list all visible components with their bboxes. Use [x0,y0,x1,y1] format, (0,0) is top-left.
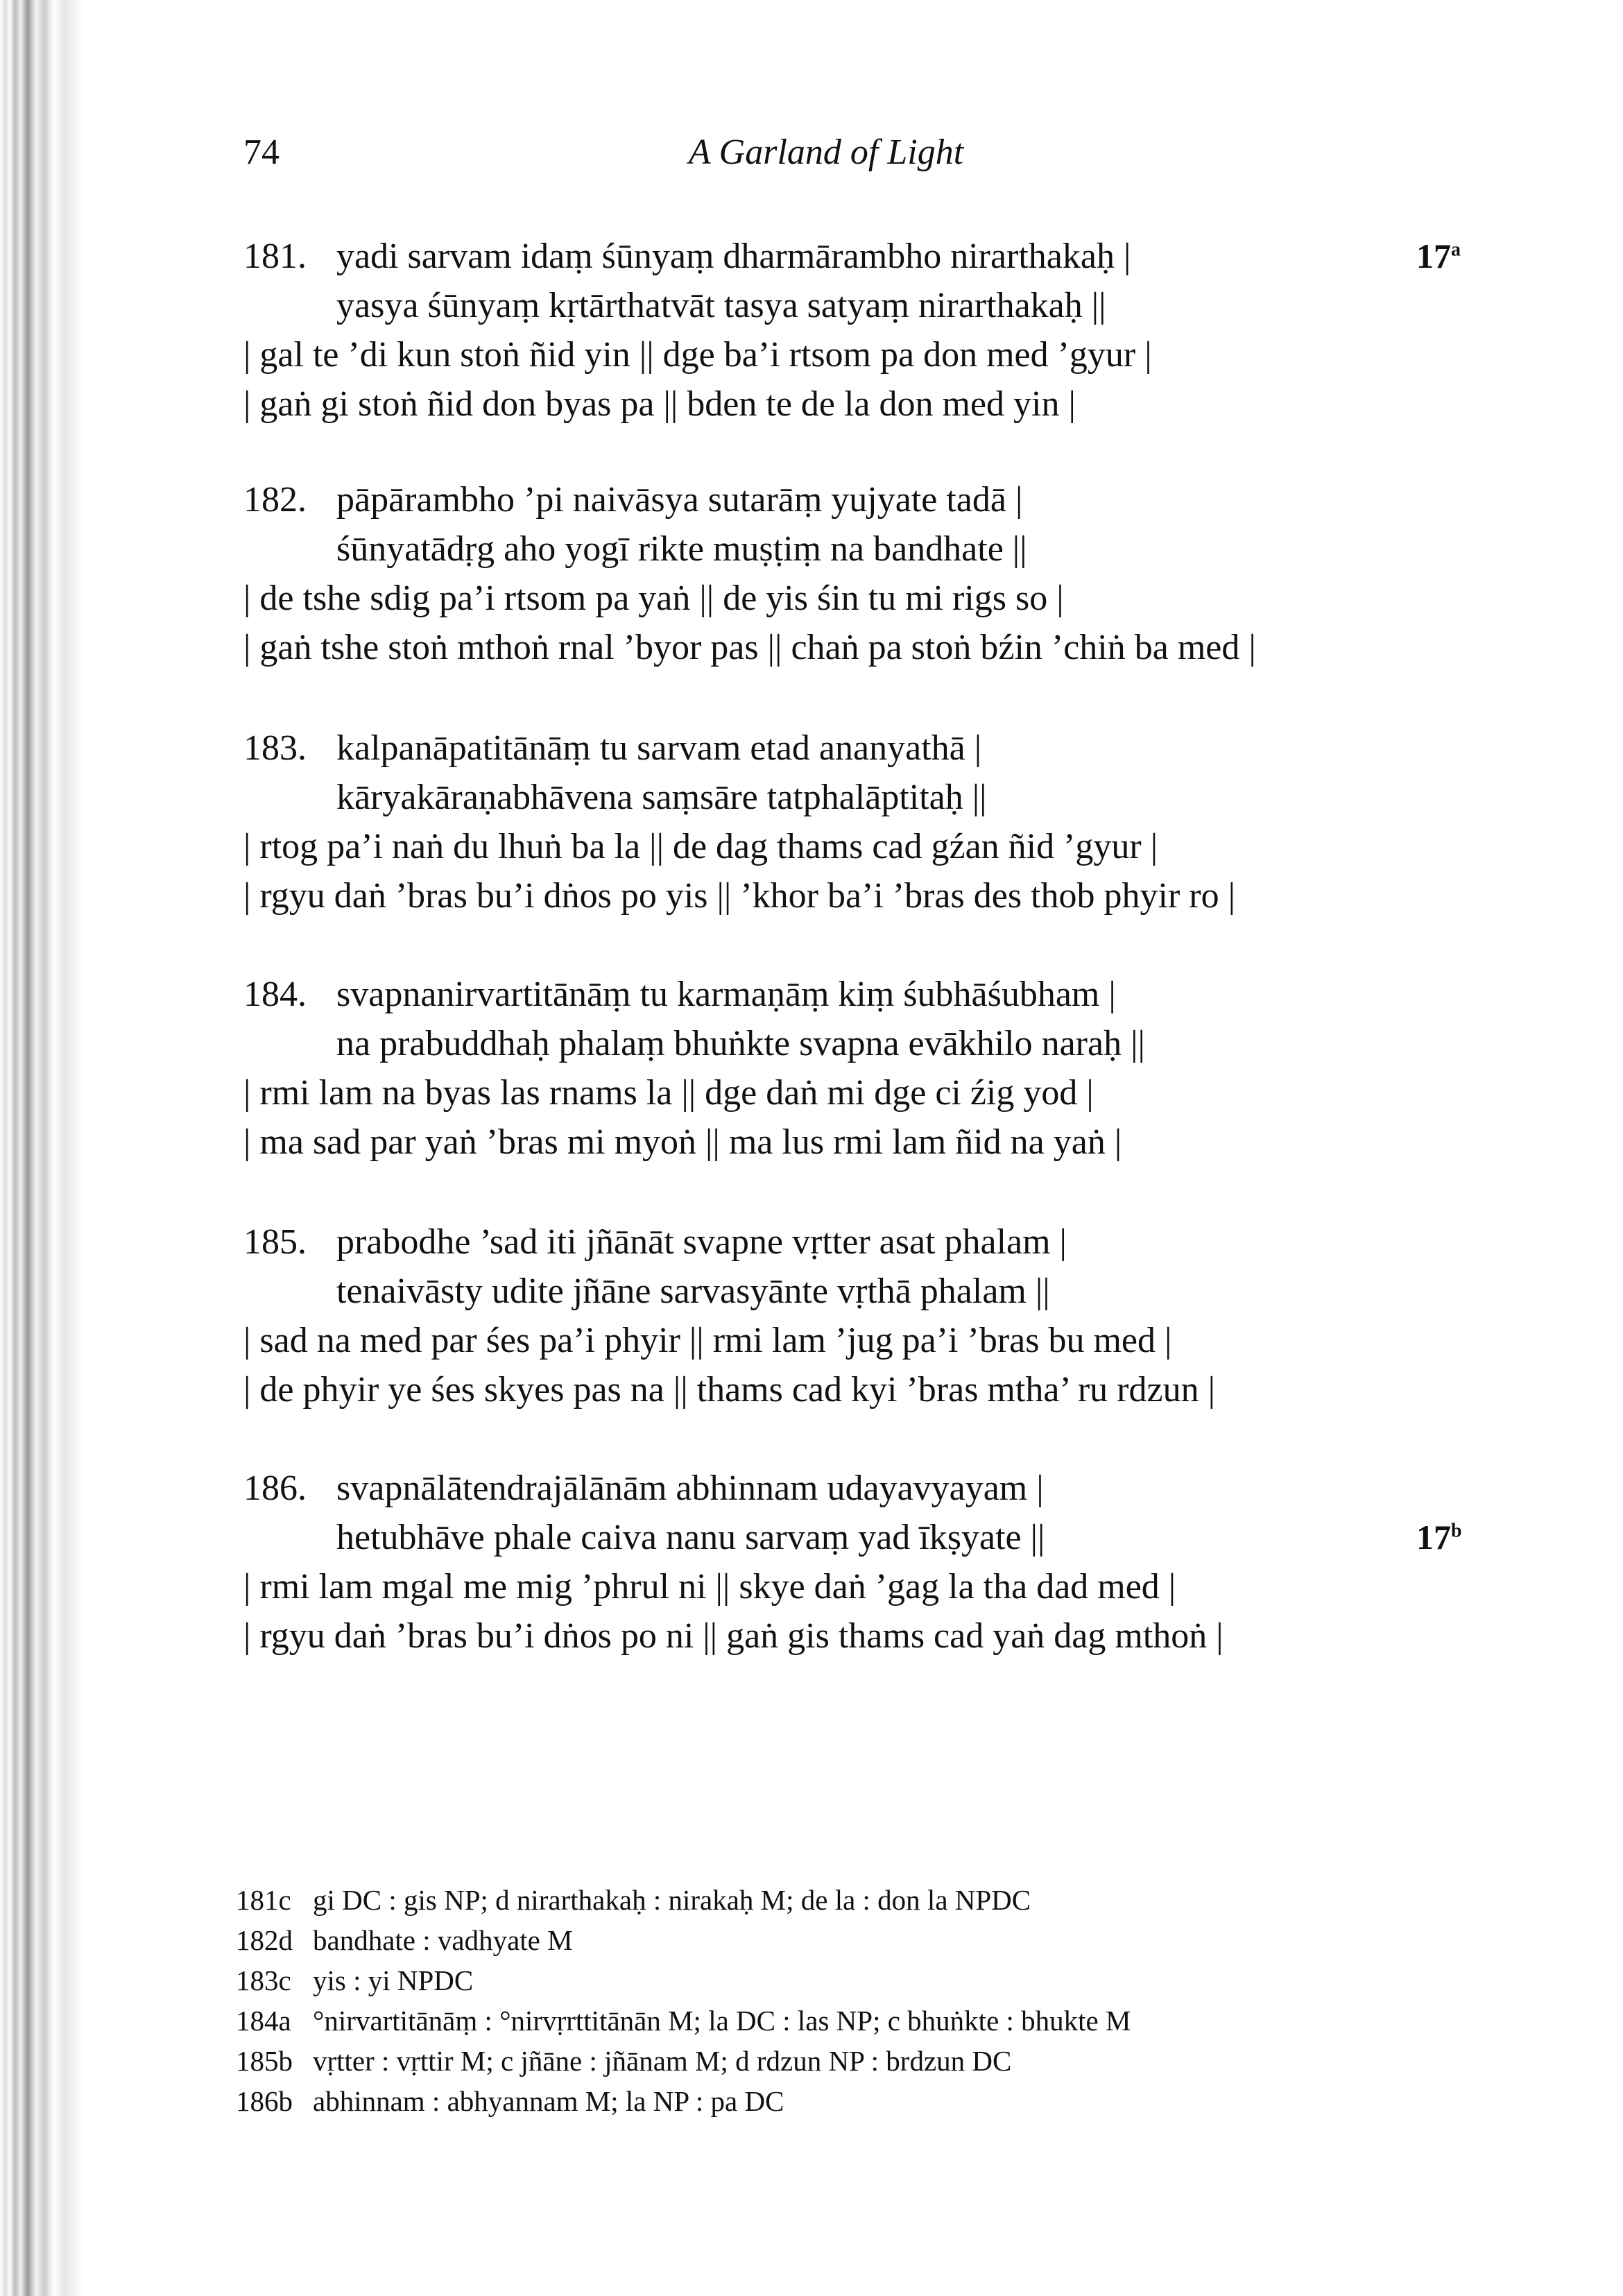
verse-line [243,1222,1067,1263]
tibetan-text: | de tshe sdig pa’i rtsom pa yaṅ || de yis śin tu mi rigs so | [243,579,1064,618]
folio-reference [1416,1517,1462,1557]
footnote [236,2044,1011,2077]
footnote [236,2084,784,2118]
sanskrit-text: yasya śūnyaṃ kṛtārthatvāt tasya satyaṃ nirarthakaḥ || [336,286,1106,325]
footnote-text: gi DC : gis NP; d nirarthakaḥ : nirakaḥ M; de la : don la NPDC [313,1884,1031,1916]
tibetan-text: | rmi lam na byas las rnams la || dge daṅ mi dge ci źig yod | [243,1073,1094,1113]
verse-line [243,1566,1176,1608]
footnote-text: yis : yi NPDC [313,1964,474,1996]
folio-side: b [1451,1520,1462,1542]
sanskrit-text: kāryakāraṇabhāvena saṃsāre tatphalāptitaḥ || [336,778,987,817]
folio-number: 17 [1416,237,1451,275]
verse-line [243,578,1064,619]
footnote [236,2004,1131,2037]
verse-number: 182. [243,480,307,520]
footnote-label: 181c [236,1884,291,1916]
folio-reference [1416,236,1461,276]
verse-line [336,777,987,819]
sanskrit-text: kalpanāpatitānāṃ tu sarvam etad ananyathā | [336,728,982,768]
sanskrit-text: śūnyatādṛg aho yogī rikte muṣṭiṃ na bandhate || [336,529,1027,569]
verse-line [243,728,981,769]
folio-number: 17 [1416,1518,1451,1557]
footnote-text: vṛtter : vṛttir M; c jñāne : jñānam M; d rdzun NP : brdzun DC [313,2045,1012,2077]
verse-number: 185. [243,1222,307,1262]
scan-binding-shadow [0,0,83,2296]
sanskrit-text: pāpārambho ’pi naivāsya sutarāṃ yujyate tadā | [336,480,1023,520]
tibetan-text: | rgyu daṅ ’bras bu’i dṅos po ni || gaṅ gis thams cad yaṅ dag mthoṅ | [243,1616,1223,1656]
tibetan-text: | ma sad par yaṅ ’bras mi myoṅ || ma lus rmi lam ñid na yaṅ | [243,1122,1122,1162]
verse-line [243,334,1152,376]
tibetan-text: | rmi lam mgal me mig ’phrul ni || skye daṅ ’gag la tha dad med | [243,1567,1176,1607]
tibetan-text: | gaṅ tshe stoṅ mthoṅ rnal ’byor pas || chaṅ pa stoṅ bźin ’chiṅ ba med | [243,628,1256,667]
tibetan-text: | gaṅ gi stoṅ ñid don byas pa || bden te de la don med yin | [243,384,1076,424]
footnote [236,1883,1031,1917]
verse-number: 186. [243,1468,307,1508]
footnote-text: bandhate : vadhyate M [313,1924,573,1956]
verse-line [243,479,1022,521]
sanskrit-text: na prabuddhaḥ phalaṃ bhuṅkte svapna evākhilo naraḥ || [336,1024,1145,1063]
verse-number: 183. [243,728,307,768]
sanskrit-text: svapnanirvartitānāṃ tu karmaṇāṃ kiṃ śubhāśubham | [336,975,1116,1014]
tibetan-text: | gal te ’di kun stoṅ ñid yin || dge ba’i rtsom pa don med ’gyur | [243,335,1152,375]
tibetan-text: | rtog pa’i naṅ du lhuṅ ba la || de dag thams cad gźan ñid ’gyur | [243,827,1158,866]
tibetan-text: | de phyir ye śes skyes pas na || thams cad kyi ’bras mtha’ ru rdzun | [243,1370,1215,1410]
verse-line [243,1468,1044,1509]
verse-number: 181. [243,237,307,276]
footnote-label: 184a [236,2005,291,2037]
footnote-text: abhinnam : abhyannam M; la NP : pa DC [313,2085,784,2117]
footnote [236,1924,573,1957]
verse-line [243,384,1076,425]
tibetan-text: | rgyu daṅ ’bras bu’i dṅos po yis || ’khor ba’i ’bras des thob phyir ro | [243,876,1235,916]
verse-line [243,1616,1223,1657]
verse-line [243,974,1116,1016]
tibetan-text: | sad na med par śes pa’i phyir || rmi lam ’jug pa’i ’bras bu med | [243,1321,1172,1360]
verse-number: 184. [243,975,307,1014]
verse-line [243,1122,1122,1163]
verse-line [243,1369,1215,1411]
sanskrit-text: hetubhāve phale caiva nanu sarvaṃ yad īkṣyate || [336,1518,1045,1557]
verse-line [243,627,1256,669]
verse-line [243,875,1235,917]
footnote-label: 183c [236,1964,291,1996]
verse-line [243,236,1131,277]
verse-line [336,285,1106,327]
sanskrit-text: svapnālātendrajālānām abhinnam udayavyayam | [336,1468,1044,1508]
footnote-label: 186b [236,2085,293,2117]
verse-line [336,1023,1145,1065]
sanskrit-text: tenaivāsty udite jñāne sarvasyānte vṛthā phalam || [336,1271,1050,1311]
folio-side: a [1451,239,1461,261]
footnote-text: °nirvartitānāṃ : °nirvṛrttitānān M; la DC : las NP; c bhuṅkte : bhukte M [313,2005,1131,2037]
sanskrit-text: prabodhe ’sad iti jñānāt svapne vṛtter asat phalam | [336,1222,1067,1262]
verse-line [336,1517,1045,1559]
footnote [236,1964,473,1997]
verse-line [243,1320,1171,1362]
verse-line [243,826,1158,868]
verse-line [336,1271,1050,1312]
sanskrit-text: yadi sarvam idaṃ śūnyaṃ dharmārambho nirarthakaḥ | [336,237,1131,276]
footnote-label: 185b [236,2045,293,2077]
footnote-label: 182d [236,1924,293,1956]
running-title: A Garland of Light [688,132,964,172]
page-number: 74 [243,132,280,172]
verse-line [243,1072,1094,1114]
verse-line [336,529,1027,570]
